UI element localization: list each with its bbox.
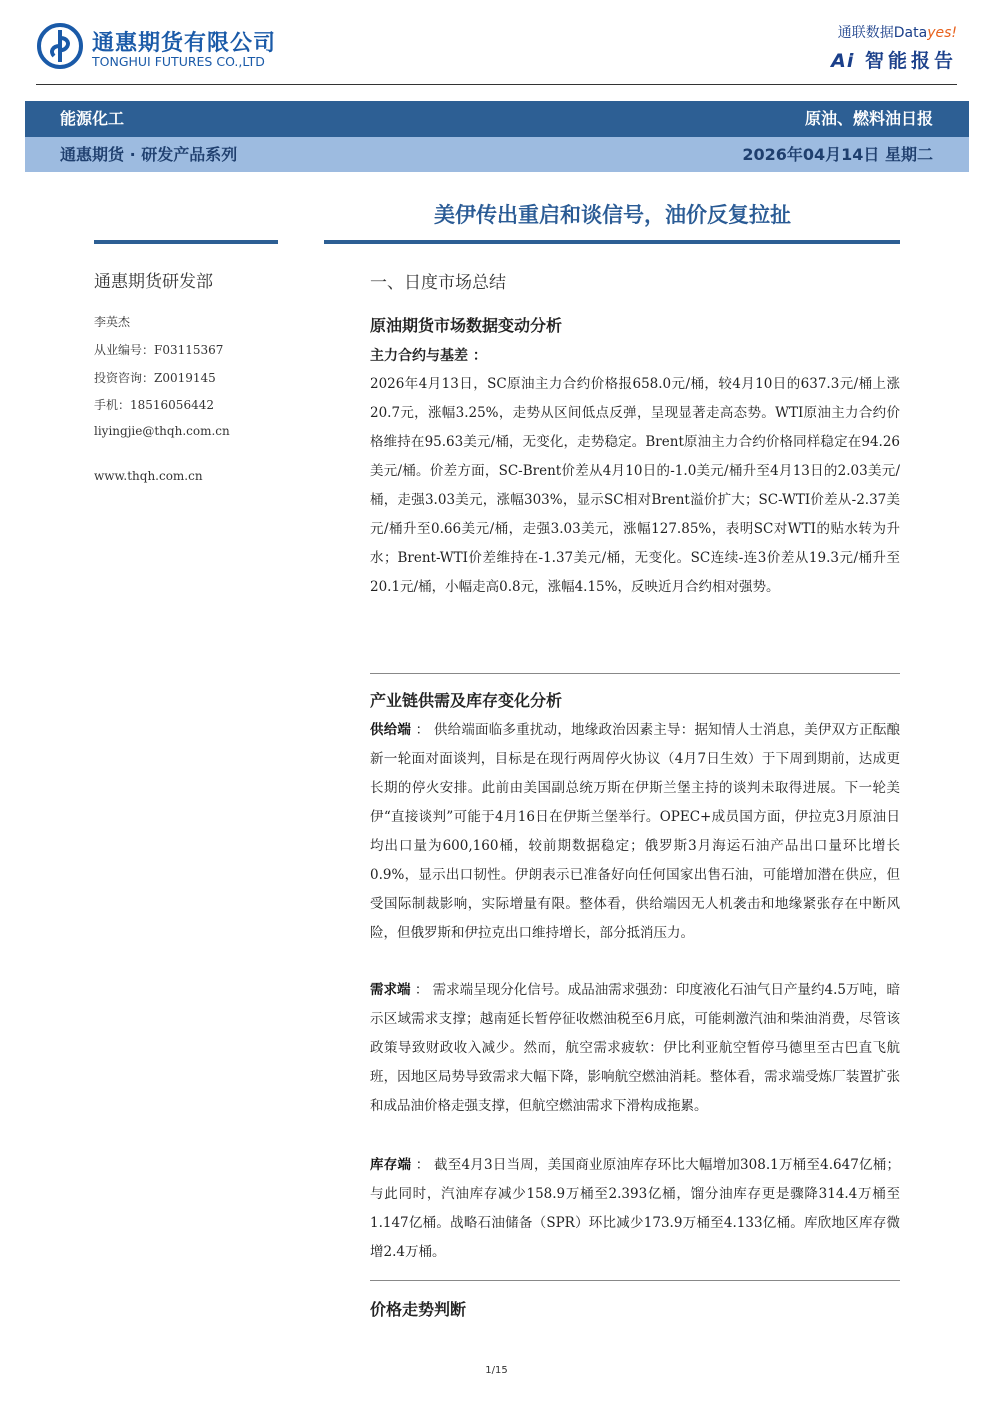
header-divider	[36, 84, 957, 85]
supply-paragraph	[370, 716, 900, 948]
company-name-en: TONGHUI FUTURES CO.,LTD	[92, 54, 265, 69]
category-label: 能源化工	[60, 109, 125, 128]
contract-basis-colon: ：	[468, 348, 487, 364]
category-banner	[25, 101, 969, 137]
report-title: 美伊传出重启和谈信号，油价反复拉扯	[434, 203, 791, 227]
demand-text: ： 需求端呈现分化信号。成品油需求强劲：印度液化石油气日产量约4.5万吨，暗示区域需求支撑；越南延长暂停征收燃油税至6月底，可能刺激汽油和柴油消费，尽管该政策导致财政收入减少。然而，航空需求疲软：伊比利亚航空暂停马德里至古巴直飞航班，因地区局势导致需求大幅下降，影响航空燃油消耗。整体看，需求端受炼厂装置扩张和成品油价格走强支撑，但航空燃油需求下滑构成拖累。	[370, 982, 901, 1114]
report-date: 2026年04月14日 星期二	[742, 145, 933, 164]
section-heading: 一、日度市场总结	[370, 273, 506, 293]
brand-report: 智能报告	[864, 50, 957, 72]
email-link[interactable]: liyingjie@thqh.com.cn	[94, 424, 230, 438]
brand-ai: Ai	[831, 50, 855, 72]
inventory-paragraph	[370, 1151, 900, 1267]
price-trend-title: 价格走势判断	[370, 1300, 467, 1319]
consult-number: 投资咨询：Z0019145	[94, 371, 216, 385]
demand-lead: 需求端	[370, 982, 411, 998]
section-divider	[370, 673, 900, 674]
ai-report-brand	[831, 46, 957, 73]
company-logo-icon	[36, 22, 84, 70]
contract-basis-lead: 主力合约与基差	[370, 348, 468, 364]
supply-demand-title: 产业链供需及库存变化分析	[370, 691, 563, 710]
phone-number: 手机：18516056442	[94, 398, 214, 412]
inventory-text: ： 截至4月3日当周，美国商业原油库存环比大幅增加308.1万桶至4.647亿桶；与此同时，汽油库存减少158.9万桶至2.393亿桶，馏分油库存更是骤降314.4万桶至1.147亿桶。战略石油储备（SPR）环比减少173.9万桶至4.133亿桶。库欣地区库存微增2.4万桶。	[370, 1157, 900, 1260]
brand-data: Data	[893, 25, 928, 41]
series-label: 通惠期货 · 研发产品系列	[60, 145, 238, 164]
sidebar-title-rule	[94, 240, 278, 244]
supply-text: ： 供给端面临多重扰动，地缘政治因素主导：据知情人士消息，美伊双方正酝酿新一轮面对面谈判，目标是在现行两周停火协议（4月7日生效）于下周到期前，达成更长期的停火安排。此前由美国副总统万斯在伊斯兰堡主持的谈判未取得进展。下一轮美伊“直接谈判”可能于4月16日在伊斯兰堡举行。OPEC+成员国方面，伊拉克3月原油日均出口量为600,160桶，较前期数据稳定；俄罗斯3月海运石油产品出口量环比增长0.9%，显示出口韧性。伊朗表示已准备好向任何国家出售石油，可能增加潜在供应，但受国际制裁影响，实际增量有限。整体看，供给端因无人机袭击和地缘紧张存在中断风险，但俄罗斯和伊拉克出口维持增长，部分抵消压力。	[370, 722, 900, 941]
main-title-rule	[324, 240, 900, 244]
contract-basis-paragraph: 2026年4月13日，SC原油主力合约价格报658.0元/桶，较4月10日的637.3元/桶上涨20.7元，涨幅3.25%，走势从区间低点反弹，呈现显著走高态势。WTI原油主力合约价格维持在95.63美元/桶，无变化，走势稳定。Brent原油主力合约价格同样稳定在94.26美元/桶。价差方面，SC-Brent价差从4月10日的-1.0美元/桶升至4月13日的2.03美元/桶，走强3.03美元，涨幅303%，显示SC相对Brent溢价扩大；SC-WTI价差从-2.37美元/桶升至0.66美元/桶，走强3.03美元，涨幅127.85%，表明SC对WTI的贴水转为升水；Brent-WTI价差维持在-1.37美元/桶，无变化。SC连续-连3价差从19.3元/桶升至20.1元/桶，小幅走高0.8元，涨幅4.15%，反映近月合约相对强势。	[370, 376, 900, 595]
inventory-lead: 库存端	[370, 1157, 412, 1173]
section-divider	[370, 1280, 900, 1281]
research-dept: 通惠期货研发部	[94, 272, 213, 292]
website-link[interactable]: www.thqh.com.cn	[94, 469, 203, 483]
supply-lead: 供给端	[370, 722, 412, 738]
brand-prefix: 通联数据	[837, 25, 894, 41]
analyst-name: 李英杰	[94, 315, 131, 329]
license-number: 从业编号：F03115367	[94, 343, 224, 357]
contract-basis-heading	[370, 345, 900, 365]
demand-paragraph	[370, 976, 900, 1121]
report-type-label: 原油、燃料油日报	[804, 109, 933, 128]
datayes-brand	[838, 22, 957, 42]
futures-analysis-title: 原油期货市场数据变动分析	[370, 316, 563, 335]
series-banner	[25, 137, 969, 172]
brand-yes: yes!	[927, 25, 957, 41]
company-name-cn: 通惠期货有限公司	[92, 31, 277, 56]
page-number: 1/15	[485, 1365, 508, 1376]
